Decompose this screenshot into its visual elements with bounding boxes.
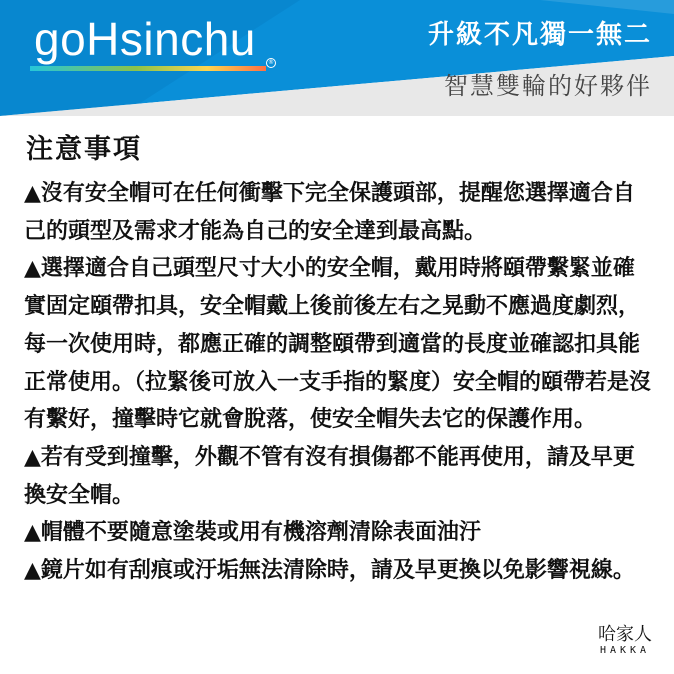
note-item: ▲沒有安全帽可在任何衝擊下完全保護頭部，提醒您選擇適合自己的頭型及需求才能為自己的安全達到最高點。 [24, 181, 635, 244]
logo-underline [30, 66, 266, 71]
registered-mark: ® [268, 59, 274, 66]
notes-list [24, 175, 654, 590]
note-item: ▲鏡片如有刮痕或汙垢無法清除時，請及早更換以免影響視線。 [24, 558, 635, 584]
note-item: ▲若有受到撞擊，外觀不管有沒有損傷都不能再使用，請及早更換安全帽。 [24, 444, 635, 508]
note-item: ▲帽體不要隨意塗裝或用有機溶劑清除表面油汙 [24, 520, 481, 546]
page-title: 注意事項 [26, 134, 142, 165]
brand-mark [598, 625, 652, 656]
slogan-primary: 升級不凡獨一無二 [427, 20, 652, 50]
note-item: ▲選擇適合自己頭型尺寸大小的安全帽，戴用時將頤帶繫緊並確實固定頤帶扣具，安全帽戴上後前後左右之晃動不應過度劇烈，每一次使用時，都應正確的調整頤帶到適當的長度並確認扣具能正常使用。（拉緊後可放入一支手指的緊度）安全帽的頤帶若是沒有繫好，撞擊時它就會脫落，使安全帽失去它的保護作用。 [24, 256, 652, 433]
header-banner [0, 0, 674, 116]
brand-logo: goHsinchu [34, 13, 256, 65]
slogan-secondary: 智慧雙輪的好夥伴 [444, 72, 652, 100]
brand-latin: HAKKA [599, 645, 651, 656]
brand-script: 哈家人 [598, 624, 652, 645]
